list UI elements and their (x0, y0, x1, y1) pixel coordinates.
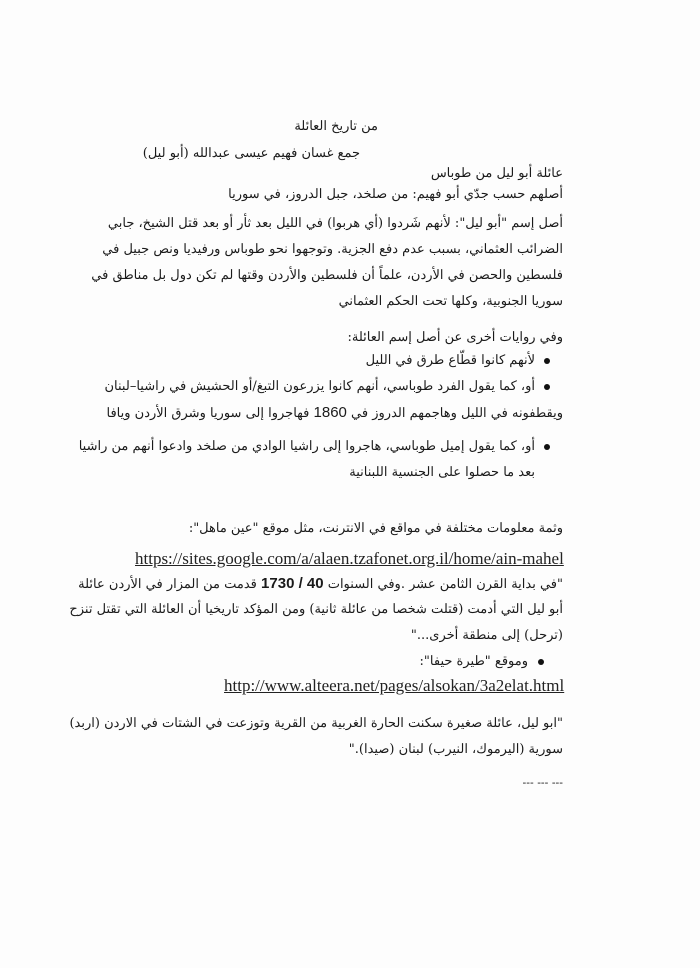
quote1-line1-a: "في بداية القرن الثامن عشر .وفي السنوات (327, 577, 563, 592)
quote1-line1-b: قدمت من المزار في الأردن عائلة (78, 577, 257, 592)
internet-intro: وثمة معلومات مختلفة في مواقع في الانترنت، مثل موقع "عين ماهل": (188, 521, 563, 536)
bullet2-line2 (106, 404, 563, 423)
para1-line3: فلسطين والحصن في الأردن، علماً أن فلسطين والأردن وقتها لم تكن دول بل مناطق في (91, 268, 563, 283)
para1-line1: أصل إسم "أبو ليل": لأنهم شَردوا (أي هربوا) في الليل بعد ثأر أو بعد قتل الشيخ، جابي (107, 216, 563, 231)
origin-line: أصلهم حسب جدّي أبو فهيم: من صلخد، جبل الدروز، في سوريا (228, 187, 563, 202)
site2-label: وموقع "طيرة حيفا": (419, 654, 528, 669)
para1-line4: سوريا الجنوبية، وكلها تحت الحكم العثماني (338, 294, 563, 309)
quote2-line1: "ابو ليل، عائلة صغيرة سكنت الحارة الغربية من القرية وتوزعت في الشتات في الاردن (اربد) (69, 716, 563, 731)
link-alteera[interactable]: http://www.alteera.net/pages/alsokan/3a2elat.html (224, 676, 565, 695)
other-intro: وفي روايات أخرى عن أصل إسم العائلة: (347, 330, 563, 345)
quote1-sep: / (298, 575, 303, 592)
bullet2-line2-a: ويقطفونه في الليل وهاجمهم الدروز في (351, 406, 563, 421)
quote1-year-b: 1730 (261, 575, 295, 592)
doc-heading: عائلة أبو ليل من طوباس (430, 166, 563, 181)
link-ain-mahel[interactable]: https://sites.google.com/a/alaen.tzafonet.org.il/home/ain-mahel (135, 549, 564, 568)
bullet-dot-1 (544, 358, 550, 364)
bullet2-line1: أو، كما يقول الفرد طوباسي، أنهم كانوا يزرعون التبغ/أو الحشيش في راشيا–لبنان (104, 379, 535, 394)
bullet3-line2: بعد ما حصلوا على الجنسية اللبنانية (349, 465, 535, 480)
quote1-line2: أبو ليل التي أدمت (قتلت شخصا من عائلة ثانية) ومن المؤكد تاريخيا أن العائلة التي تقتل تنزح (69, 602, 563, 617)
bullet3-line1: أو، كما يقول إميل طوباسي، هاجروا إلى راشيا الوادي من صلخد وادعوا أنهم من راشيا (78, 439, 535, 454)
bullet-dot-2 (544, 384, 550, 390)
quote1-line3: (ترحل) إلى منطقة أخرى..." (410, 628, 563, 643)
end-mark: --- --- --- (522, 776, 563, 789)
bullet-dot-3 (544, 444, 550, 450)
para1-line2: الضرائب العثماني، بسبب عدم دفع الجزية. وتوجهوا نحو طوباس ورفيديا ونص جبيل في (102, 242, 563, 257)
bullet1-text: لأنهم كانوا قطّاع طرق في الليل (365, 353, 535, 368)
quote1-line1 (78, 575, 563, 594)
quote1-year-a: 40 (306, 575, 324, 592)
doc-compiler: جمع غسان فهيم عيسى عبدالله (أبو ليل) (142, 146, 360, 161)
bullet-dot-4 (538, 659, 544, 665)
bullet2-line2-b: فهاجروا إلى سوريا وشرق الأردن ويافا (106, 406, 310, 421)
quote2-line2: سورية (اليرموك، النيرب) لبنان (صيدا)." (348, 742, 563, 757)
doc-title: من تاريخ العائلة (294, 119, 378, 134)
bullet2-year: 1860 (313, 404, 347, 421)
